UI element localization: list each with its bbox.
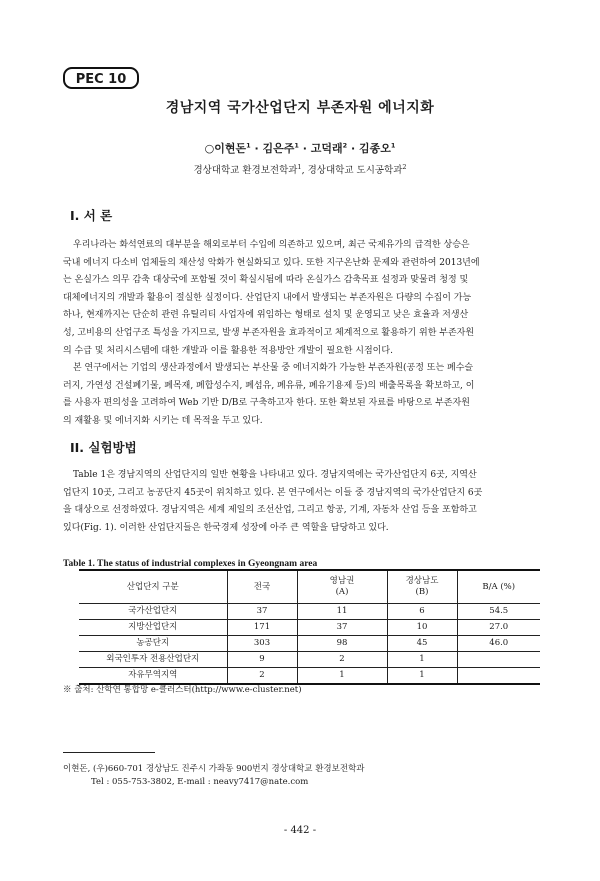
table-row bbox=[79, 604, 540, 620]
cell-ratio: 54.5 bbox=[457, 604, 540, 620]
section-heading-methods: II. 실험방법 bbox=[70, 440, 137, 455]
author-separator: · bbox=[250, 142, 263, 155]
author-name: 이현돈 bbox=[214, 142, 247, 155]
intro-paragraph-2: 본 연구에서는 기업의 생산과정에서 발생되는 부산물 중 에너지화가 가능한 부존자원(공정 또는 폐수슬 러지, 가연성 건설폐기물, 폐목재, 폐합성수지, 폐섬유, 폐유류, 폐유기용제 등)의 배출목록을 확보하고, 이 를 사용자 편의성을 고려하여 Web 기반 D/B로 구축하고자 한다. 또한 확보된 자료를 바탕으로 부존자원 의 재활용 및 에너지화 시키는 데 목적을 두고 있다. bbox=[63, 363, 475, 426]
intro-paragraph-1: 우리나라는 화석연료의 대부분을 해외로부터 수입에 의존하고 있으며, 최근 국제유가의 급격한 상승은 국내 에너지 다소비 업체들의 채산성 악화가 현실화되고 있다. 또한 지구온난화 문제와 관련하여 2013년에 는 온실가스 의무 감축 대상국에 포함될 것이 확실시됨에 따라 온실가스 감축목표 설정과 맞물려 청정 및 대체에너지의 개발과 활용이 절실한 실정이다. 산업단지 내에서 발생되는 부존자원은 다량의 수집이 가능 하나, 현재까지는 단순히 관련 유틸리티 사업자에 위임하는 형태로 설치 및 운영되고 낮은 효율과 저생산 성, 고비용의 산업구조 특성을 가지므로, 발생 부존자원을 효과적이고 체계적으로 활용하기 위한 부존자원 의 수급 및 처리시스템에 대한 개발과 이를 활용한 적용방안 개발이 필요한 시점이다. bbox=[63, 240, 480, 356]
cell-type: 자유무역지역 bbox=[79, 668, 227, 685]
cell-a: 11 bbox=[297, 604, 387, 620]
affiliation-mark: 1 bbox=[390, 141, 396, 150]
author-name: 고덕래 bbox=[310, 142, 343, 155]
affiliation-mark: 1 bbox=[246, 141, 251, 150]
cell-b: 1 bbox=[387, 668, 457, 685]
cell-a: 98 bbox=[297, 636, 387, 652]
header-nationwide: 전국 bbox=[227, 570, 297, 604]
footnote-contact: Tel : 055-753-3802, E-mail : neavy7417@nate.com bbox=[91, 777, 309, 787]
cell-b: 6 bbox=[387, 604, 457, 620]
affiliation-mark: 2 bbox=[402, 162, 407, 171]
cell-nation: 2 bbox=[227, 668, 297, 685]
presenter-mark: ○ bbox=[204, 142, 215, 155]
header-complex-type: 산업단지 구분 bbox=[79, 570, 227, 604]
table-header-row bbox=[79, 570, 540, 604]
cell-ratio bbox=[457, 652, 540, 668]
footnote-address: 이현돈, (우)660-701 경상남도 진주시 가좌동 900번지 경상대학교 환경보전학과 bbox=[63, 764, 365, 774]
cell-type: 농공단지 bbox=[79, 636, 227, 652]
cell-nation: 37 bbox=[227, 604, 297, 620]
header-yeongnam: 영남권 (A) bbox=[297, 570, 387, 604]
session-badge: PEC 10 bbox=[63, 67, 139, 89]
author-separator: · bbox=[298, 142, 311, 155]
cell-a: 2 bbox=[297, 652, 387, 668]
affiliation-mark: 1 bbox=[297, 162, 302, 171]
footnote-divider bbox=[63, 752, 155, 753]
cell-b: 10 bbox=[387, 620, 457, 636]
page-number: - 442 - bbox=[283, 825, 317, 836]
cell-ratio: 27.0 bbox=[457, 620, 540, 636]
cell-nation: 303 bbox=[227, 636, 297, 652]
cell-ratio bbox=[457, 668, 540, 685]
table-row bbox=[79, 668, 540, 685]
paper-title: 경남지역 국가산업단지 부존자원 에너지화 bbox=[165, 100, 435, 116]
table-row bbox=[79, 652, 540, 668]
methods-paragraph-1: Table 1은 경남지역의 산업단지의 일반 현황을 나타내고 있다. 경남지역에는 국가산업단지 6곳, 지역산 업단지 10곳, 그리고 농공단지 45곳이 위치하고 있다. 본 연구에서는 이들 중 경남지역의 국가산업단지 6곳 을 대상으로 선정하였다. 경남지역은 세계 제일의 조선산업, 그리고 항공, 기계, 자동차 산업 등을 포함하고 있다(Fig. 1). 이러한 산업단지들은 한국경제 성장에 아주 큰 역할을 담당하고 있다. bbox=[63, 470, 483, 533]
cell-b: 45 bbox=[387, 636, 457, 652]
author-list bbox=[0, 140, 600, 156]
author-name: 김은주 bbox=[262, 142, 295, 155]
author-name: 김종오 bbox=[358, 142, 391, 155]
table-row bbox=[79, 620, 540, 636]
affiliations: 경상대학교 환경보전학과$^1$, 경상대학교 도시공학과$^2$ bbox=[193, 162, 407, 176]
author-separator: · bbox=[347, 142, 359, 155]
affiliation-2: 경상대학교 도시공학과 bbox=[307, 165, 403, 176]
cell-nation: 171 bbox=[227, 620, 297, 636]
cell-a: 37 bbox=[297, 620, 387, 636]
cell-type: 국가산업단지 bbox=[79, 604, 227, 620]
table-row bbox=[79, 636, 540, 652]
cell-type: 외국인투자 전용산업단지 bbox=[79, 652, 227, 668]
section-heading-introduction: I. 서 론 bbox=[70, 208, 113, 223]
header-ratio: B/A (%) bbox=[457, 570, 540, 604]
cell-type: 지방산업단지 bbox=[79, 620, 227, 636]
affiliation-mark: 1 bbox=[294, 141, 299, 150]
corresponding-author-footnote bbox=[63, 763, 365, 789]
cell-ratio: 46.0 bbox=[457, 636, 540, 652]
cell-b: 1 bbox=[387, 652, 457, 668]
cell-nation: 9 bbox=[227, 652, 297, 668]
affiliation-1: 경상대학교 환경보전학과 bbox=[193, 165, 298, 176]
table-source-note: ※ 출처: 산학연 통합망 e-클러스터(http://www.e-cluster.net) bbox=[63, 685, 302, 695]
affiliation-mark: 2 bbox=[342, 141, 348, 150]
cell-a: 1 bbox=[297, 668, 387, 685]
table-caption: Table 1. The status of industrial complexes in Gyeongnam area bbox=[63, 559, 318, 569]
header-gyeongnam: 경상남도 (B) bbox=[387, 570, 457, 604]
industrial-complex-table bbox=[79, 569, 540, 685]
